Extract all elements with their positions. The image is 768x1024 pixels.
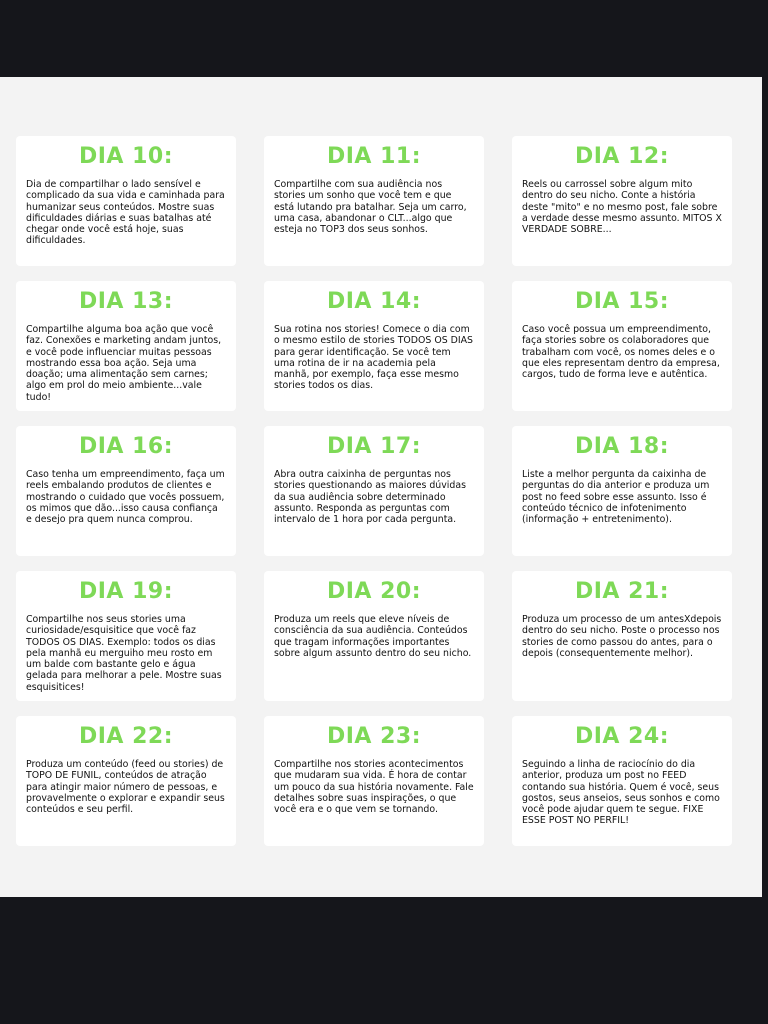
day-title: DIA 19: bbox=[78, 579, 174, 604]
day-title: DIA 14: bbox=[326, 289, 422, 314]
day-description: Compartilhe nos stories acontecimentos que mudaram sua vida. É hora de contar um pouco da sua história novamente. Fale detalhes sobre suas inspirações, o que você era e o que vem se tornando. bbox=[274, 759, 474, 816]
day-card-18 bbox=[512, 426, 732, 556]
day-card-19 bbox=[16, 571, 236, 701]
day-title: DIA 18: bbox=[574, 434, 670, 459]
day-card-14 bbox=[264, 281, 484, 411]
day-card-23 bbox=[264, 716, 484, 846]
day-card-16 bbox=[16, 426, 236, 556]
day-description: Compartilhe com sua audiência nos stories um sonho que você tem e que está lutando pra batalhar. Seja um carro, uma casa, abandonar o CLT...algo que esteja no TOP3 dos seus sonhos. bbox=[274, 179, 467, 236]
day-card-24 bbox=[512, 716, 732, 846]
day-card-10 bbox=[16, 136, 236, 266]
day-card-21 bbox=[512, 571, 732, 701]
day-description: Compartilhe nos seus stories uma curiosidade/esquisitice que você faz TODOS OS DIAS. Exemplo: todos os dias pela manhã eu merguiho meu rosto em um balde com bastante gelo e água gelada para melhorar a pele. Mostre suas esquisitices! bbox=[26, 614, 222, 693]
day-title: DIA 11: bbox=[326, 144, 422, 169]
day-description: Abra outra caixinha de perguntas nos stories questionando as maiores dúvidas da sua audiência sobre determinado assunto. Responda as perguntas com intervalo de 1 hora por cada pergunta. bbox=[274, 469, 466, 526]
day-description: Caso você possua um empreendimento, faça stories sobre os colaboradores que trabalham com você, os nomes deles e o que eles representam dentro da empresa, cargos, tudo de forma leve e autêntica. bbox=[522, 324, 720, 381]
day-card-12 bbox=[512, 136, 732, 266]
day-title: DIA 21: bbox=[574, 579, 670, 604]
day-title: DIA 22: bbox=[78, 724, 174, 749]
day-description: Liste a melhor pergunta da caixinha de perguntas do dia anterior e produza um post no feed sobre esse assunto. Isso é conteúdo técnico de infotenimento (informação + entretenimento). bbox=[522, 469, 710, 526]
day-description: Produza um conteúdo (feed ou stories) de TOPO DE FUNIL, conteúdos de atração para atingir maior número de pessoas, e provavelmente o explorar e expandir seus conteúdos e seu perfil. bbox=[26, 759, 225, 816]
day-title: DIA 12: bbox=[574, 144, 670, 169]
day-card-17 bbox=[264, 426, 484, 556]
day-card-22 bbox=[16, 716, 236, 846]
day-card-15 bbox=[512, 281, 732, 411]
day-description: Caso tenha um empreendimento, faça um reels embalando produtos de clientes e mostrando o cuidado que vocês possuem, os mimos que dão...isso causa confiança e desejo pra quem nunca comprou. bbox=[26, 469, 225, 526]
day-title: DIA 13: bbox=[78, 289, 174, 314]
day-description: Dia de compartilhar o lado sensível e complicado da sua vida e caminhada para humanizar seus conteúdos. Mostre suas dificuldades diárias e suas batalhas até chegar onde você está hoje, suas dificuldades. bbox=[26, 179, 225, 247]
day-title: DIA 10: bbox=[78, 144, 174, 169]
day-title: DIA 15: bbox=[574, 289, 670, 314]
day-title: DIA 20: bbox=[326, 579, 422, 604]
day-title: DIA 16: bbox=[78, 434, 174, 459]
day-card-11 bbox=[264, 136, 484, 266]
day-title: DIA 17: bbox=[326, 434, 422, 459]
day-description: Compartilhe alguma boa ação que você faz. Conexões e marketing andam juntos, e você pode influenciar muitas pessoas mostrando essa boa ação. Seja uma doação; uma alimentação sem carnes; algo em prol do meio ambiente...vale tudo! bbox=[26, 324, 222, 403]
day-description: Reels ou carrossel sobre algum mito dentro do seu nicho. Conte a história deste "mito" e no mesmo post, fale sobre a verdade desse mesmo assunto. MITOS X VERDADE SOBRE... bbox=[522, 179, 722, 236]
day-title: DIA 24: bbox=[574, 724, 670, 749]
day-title: DIA 23: bbox=[326, 724, 422, 749]
day-description: Seguindo a linha de raciocínio do dia anterior, produza um post no FEED contando sua história. Quem é você, seus gostos, seus anseios, seus sonhos e como você pode ajudar quem te segue. FIXE ESSE POST NO PERFIL! bbox=[522, 759, 720, 827]
day-card-20 bbox=[264, 571, 484, 701]
day-card-13 bbox=[16, 281, 236, 411]
day-description: Produza um reels que eleve níveis de consciência da sua audiência. Conteúdos que tragam informações importantes sobre algum assunto dentro do seu nicho. bbox=[274, 614, 472, 659]
day-description: Produza um processo de um antesXdepois dentro do seu nicho. Poste o processo nos stories de como passou do antes, para o depois (consequentemente melhor). bbox=[522, 614, 722, 659]
day-description: Sua rotina nos stories! Comece o dia com o mesmo estilo de stories TODOS OS DIAS para gerar identificação. Se você tem uma rotina de ir na academia pela manhã, por exemplo, faça esse mesmo stories todos os dias. bbox=[274, 324, 473, 392]
document-page bbox=[0, 77, 762, 897]
